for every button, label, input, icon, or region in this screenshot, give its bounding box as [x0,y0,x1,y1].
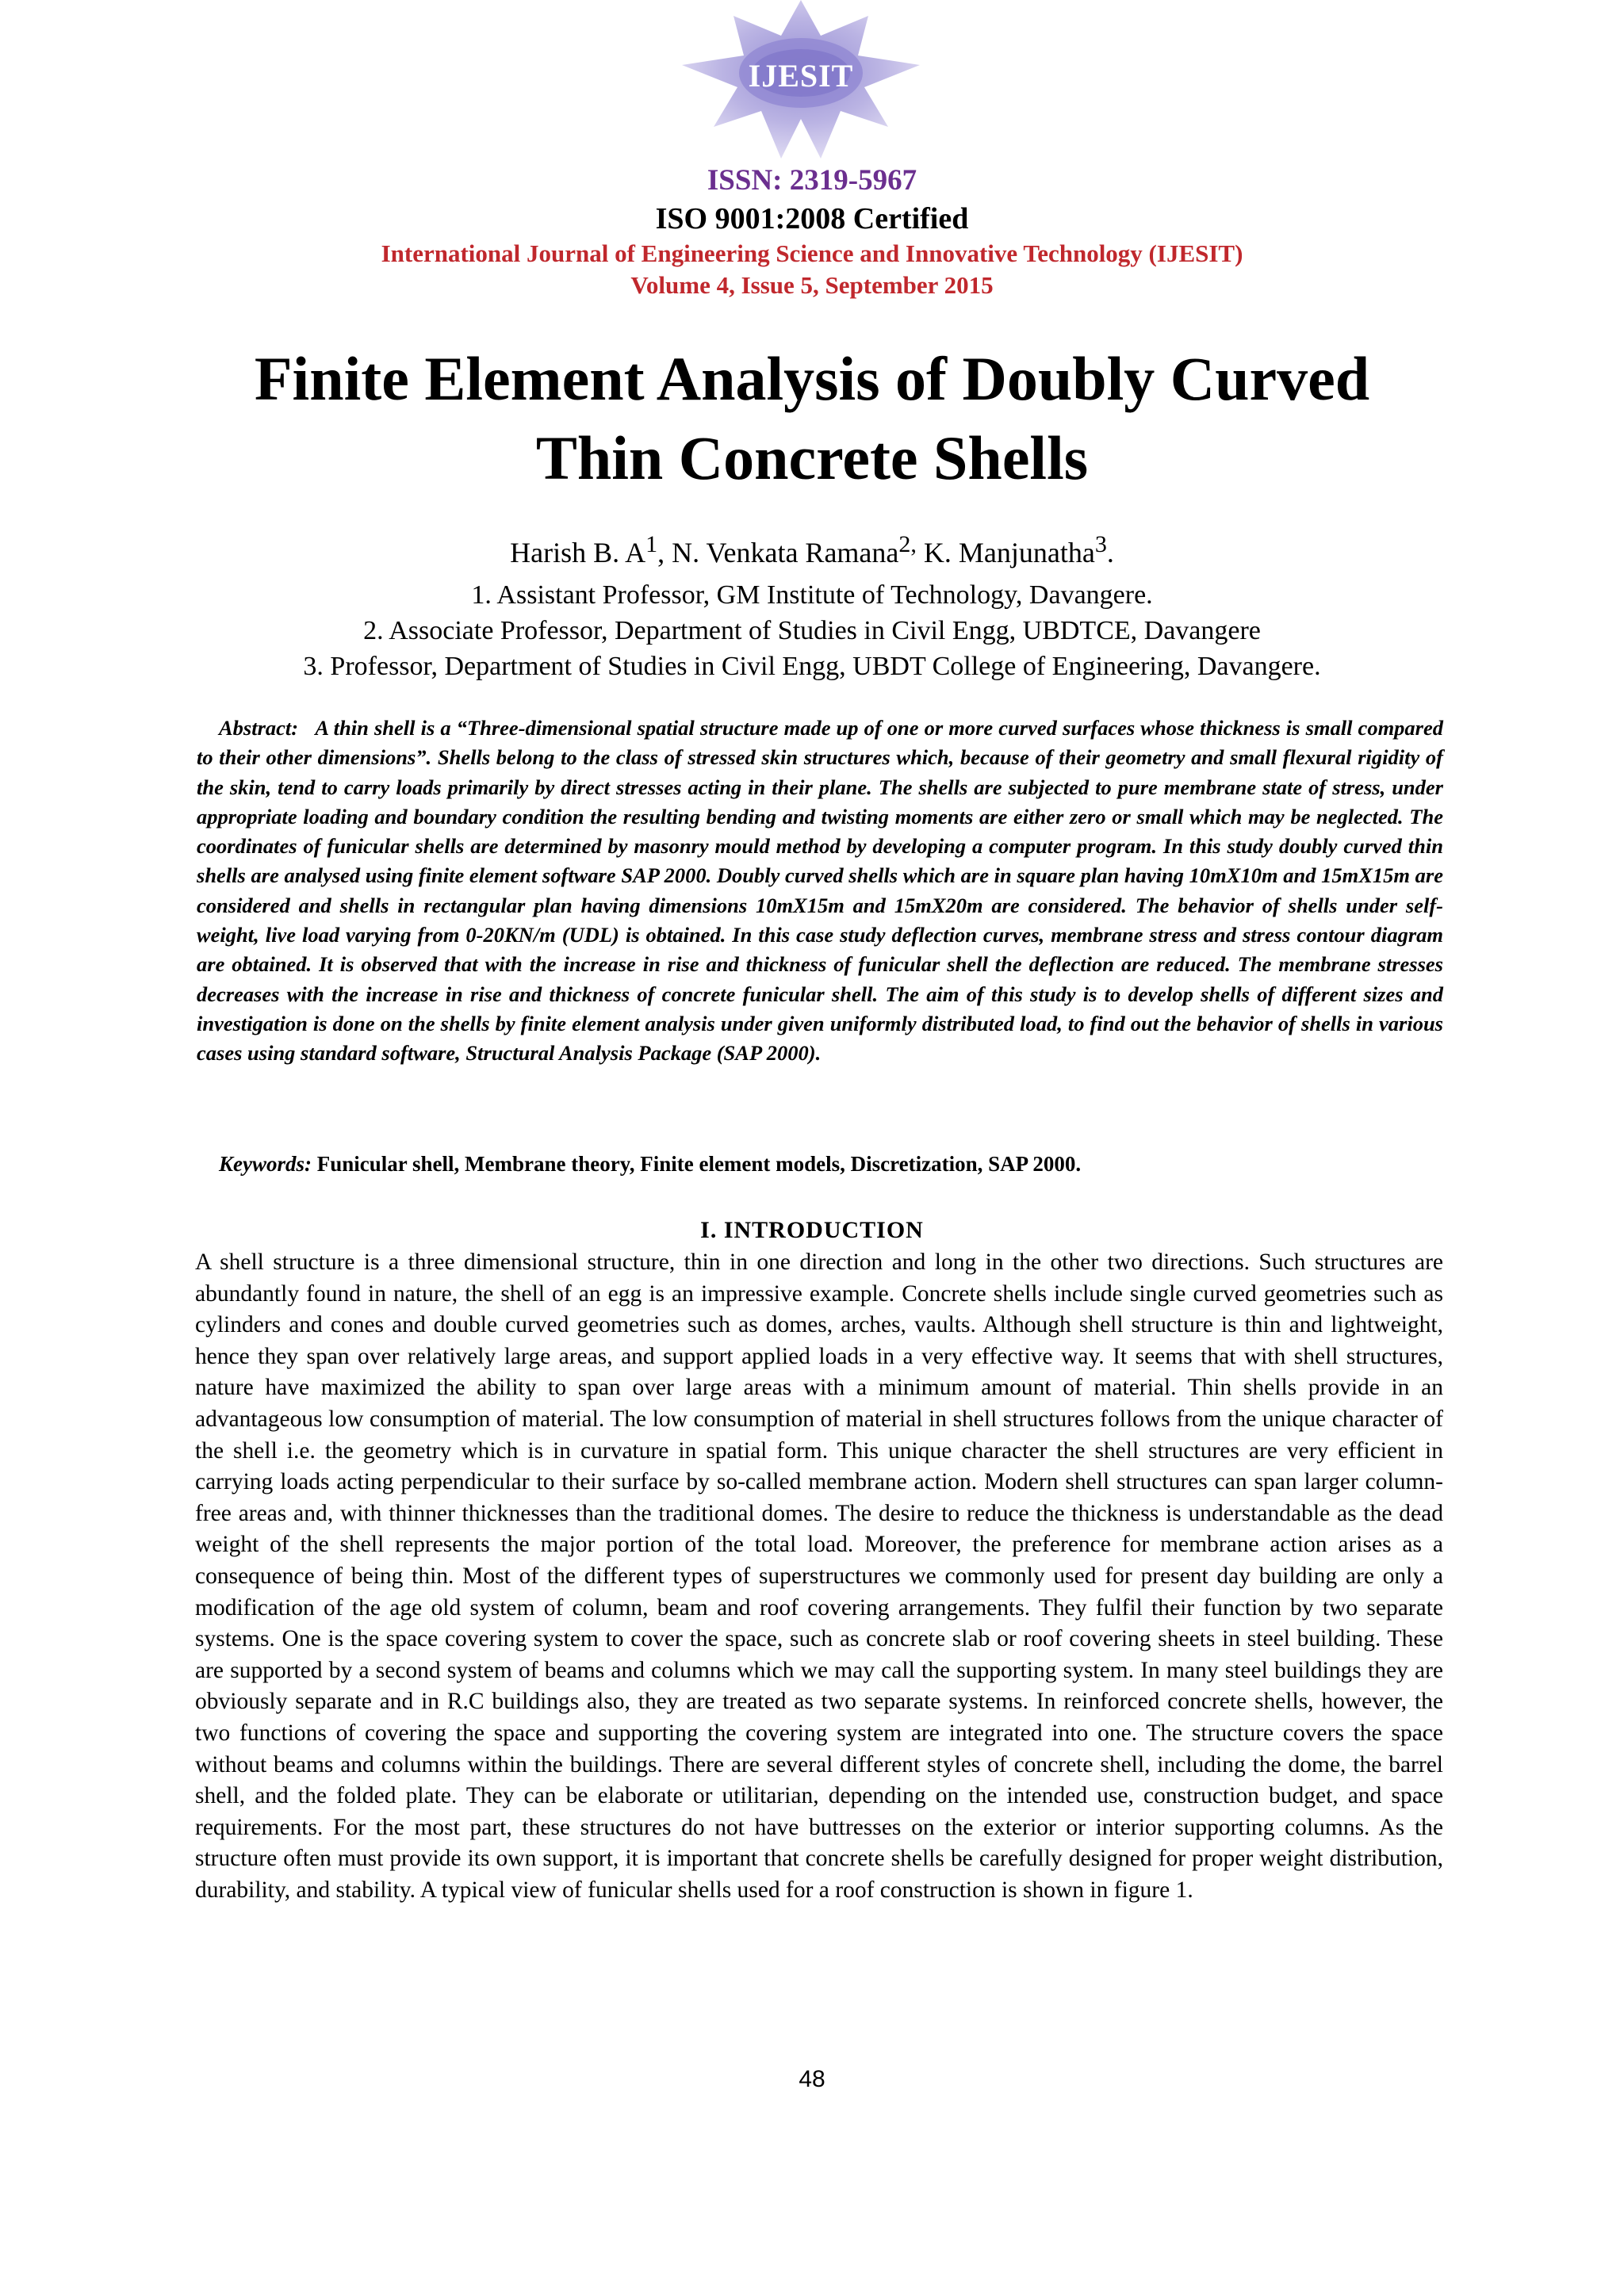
author-3-sup: 3 [1094,531,1107,557]
issn: ISSN: 2319-5967 [707,164,917,197]
abstract-label: Abstract: [219,716,299,740]
logo-text: IJESIT [748,58,854,94]
author-1-sup: 1 [645,531,658,557]
iso-certification: ISO 9001:2008 Certified [655,202,969,235]
keywords-label: Keywords: [219,1152,312,1176]
section-body: A shell structure is a three dimensional structure, thin in one direction and long in the other two directions. Such structures are abundantly found in nature, the shell of an egg is an impressive example. Concrete shells include single curved geometries such as cylinders and cones and double curved geometries such as domes, arches, vaults. Although shell structure is thin and lightweight, hence they span over relatively large areas, and support applied loads in a very effective way. It seems that with shell structures, nature have maximized the ability to span over large areas with a minimum amount of material. Thin shells provide in an advantageous low consumption of material. The low consumption of material in shell structures follows from the unique character of the shell i.e. the geometry which is in curvature in spatial form. This unique character the shell structures are very efficient in carrying loads acting perpendicular to their surface by so-called membrane action. Modern shell structures can span larger column-free areas and, with thinner thicknesses than the traditional domes. The desire to reduce the thickness is understandable as the dead weight of the shell represents the major portion of the total load. Moreover, the preference for membrane action arises as a consequence of being thin. Most of the different types of superstructures we commonly used for present day building are only a modification of the age old system of column, beam and roof covering arrangements. They fulfil their function by two separate systems. One is the space covering system to cover the space, such as concrete slab or roof covering sheets in steel building. These are supported by a second system of beams and columns which we may call the supporting system. In many steel buildings they are obviously separate and in R.C buildings also, they are treated as two separate systems. In reinforced concrete shells, however, the two functions of covering the space and supporting the covering system are integrated into one. The structure covers the space without beams and columns within the buildings. There are several different styles of concrete shell, including the dome, the barrel shell, and the folded plate. They can be elaborate or utilitarian, depending on the intended use, construction budget, and space requirements. For the most part, these structures do not have buttresses on the exterior or interior supporting columns. As the structure often must provide its own support, it is important that concrete shells be carefully designed for proper weight distribution, durability, and stability. A typical view of funicular shells used for a roof construction is shown in figure 1. [195,1249,1443,1903]
author-list [0,531,1624,569]
author-3: K. Manjunatha [916,537,1095,568]
keywords [219,1152,1443,1177]
keywords-text: Funicular shell, Membrane theory, Finite element models, Discretization, SAP 2000. [316,1152,1082,1176]
title-line-1: Finite Element Analysis of Doubly Curved [254,344,1370,413]
journal-logo [650,0,952,163]
author-list-end: . [1106,537,1114,568]
page-number: 48 [799,2066,825,2092]
affiliation-2: 2. Associate Professor, Department of Studies in Civil Engg, UBDTCE, Davangere [363,616,1261,645]
journal-name: International Journal of Engineering Science and Innovative Technology (IJESIT) [381,239,1243,267]
affiliation-1: 1. Assistant Professor, GM Institute of Technology, Davangere. [471,580,1153,610]
paper-title [0,339,1624,498]
title-line-2: Thin Concrete Shells [535,423,1089,492]
author-1: Harish B. A [510,537,646,568]
section-heading: I. INTRODUCTION [700,1217,924,1243]
author-2: , N. Venkata Ramana [657,537,899,568]
abstract [197,714,1443,1069]
journal-volume: Volume 4, Issue 5, September 2015 [630,271,994,299]
affiliation-3: 3. Professor, Department of Studies in Civil Engg, UBDT College of Engineering, Davangere. [303,652,1321,681]
abstract-text: A thin shell is a “Three-dimensional spatial structure made up of one or more curved surfaces whose thickness is small compared to their other dimensions”. Shells belong to the class of stressed skin structures which, because of their geometry and small flexural rigidity of the skin, tend to carry loads primarily by direct stresses acting in their plane. The shells are subjected to pure membrane state of stress, under appropriate loading and boundary condition the resulting bending and twisting moments are either zero or small which may be neglected. The coordinates of funicular shells are determined by masonry mould method by developing a computer program. In this study doubly curved thin shells are analysed using finite element software SAP 2000. Doubly curved shells which are in square plan having 10mX10m and 15mX15m are considered and shells in rectangular plan having dimensions 10mX15m and 15mX20m are considered. The behavior of shells under self-weight, live load varying from 0-20KN/m (UDL) is obtained. In this case study deflection curves, membrane stress and stress contour diagram are obtained. It is observed that with the increase in rise and thickness of funicular shell the deflection are reduced. The membrane stresses decreases with the increase in rise and thickness of concrete funicular shell. The aim of this study is to develop shells of different sizes and investigation is done on the shells by finite element analysis under given uniformly distributed load, to find out the behavior of shells in various cases using standard software, Structural Analysis Package (SAP 2000). [197,716,1444,1066]
author-2-sup: 2, [898,531,917,557]
